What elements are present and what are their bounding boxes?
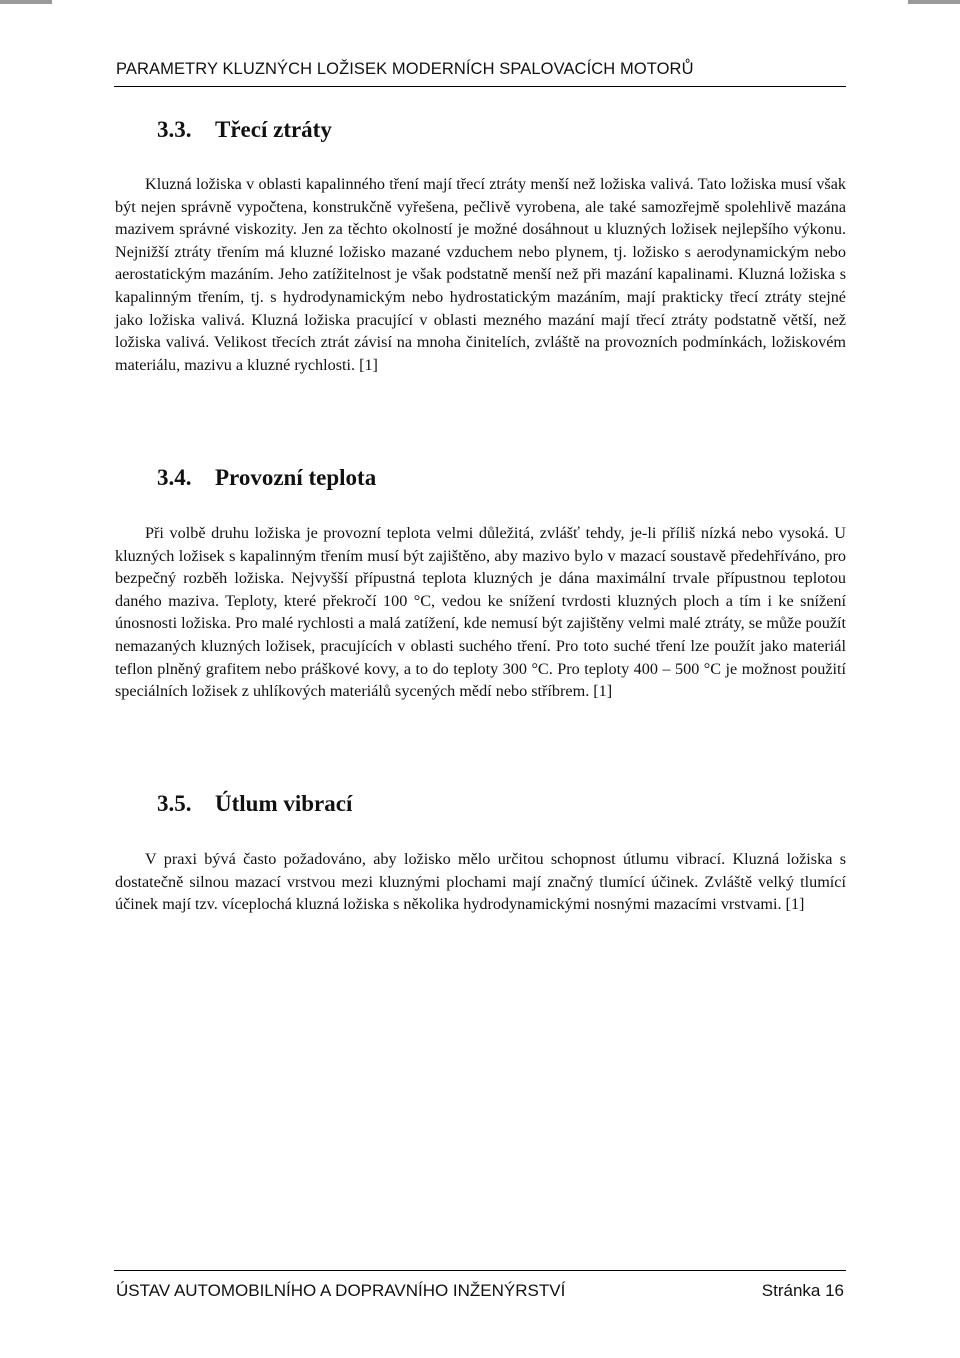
section-title: Útlum vibrací xyxy=(215,791,353,816)
section-paragraph-3-4 xyxy=(115,522,846,703)
paragraph-text: V praxi bývá často požadováno, aby ložisko mělo určitou schopnost útlumu vibrací. Kluzná ložiska s dostatečně silnou mazací vrstvou mezi kluznými plochami mají značný tlumící účinek. Zvláště velký tlumící účinek mají tzv. víceplochá kluzná ložiska s několika hydrodynamickými nosnými mazacími vrstvami. [1] xyxy=(115,850,846,914)
paragraph-text: Při volbě druhu ložiska je provozní teplota velmi důležitá, zvlášť tehdy, je-li příliš nízká nebo vysoká. U kluzných ložisek s kapalinným třením musí být zajištěno, aby mazivo bylo v mazací soustavě předehříváno, pro bezpečný rozběh ložiska. Nejvyšší přípustná teplota kluzných je dána maximální trvale přípustnou teplotou daného maziva. Teploty, které překročí 100 °C, vedou ke snížení tvrdosti kluzných ploch a tím i ke snížení únosnosti ložiska. Pro malé rychlosti a malá zatížení, kde nemusí být zajištěny velmi malé ztráty, se může použít nemazaných kluzných ložisek, pracujících v oblasti suchého tření. Pro toto suché tření lze použít jako materiál teflon plněný grafitem nebo práškové kovy, a to do teploty 300 °C. Pro teploty 400 – 500 °C je možnost použití speciálních ložisek z uhlíkových materiálů sycených mědí nebo stříbrem. [1] xyxy=(115,524,846,701)
section-number: 3.3. xyxy=(157,117,192,142)
frame-mark-right xyxy=(908,0,960,4)
footer-page-number: Stránka 16 xyxy=(761,1281,844,1300)
header-divider xyxy=(114,86,846,87)
page-top-frame xyxy=(0,0,960,4)
section-heading-3-4 xyxy=(157,465,376,491)
section-number: 3.5. xyxy=(157,791,192,816)
section-title: Provozní teplota xyxy=(215,465,377,490)
section-heading-3-5 xyxy=(157,791,352,817)
section-paragraph-3-5 xyxy=(115,848,846,916)
section-number: 3.4. xyxy=(157,465,192,490)
frame-mark-left xyxy=(0,0,52,4)
section-title: Třecí ztráty xyxy=(215,117,332,142)
paragraph-text: Kluzná ložiska v oblasti kapalinného tření mají třecí ztráty menší než ložiska valivá. Tato ložiska musí však být nejen správně vypočtena, konstrukčně vyřešena, pečlivě vyrobena, ale také samozřejmě spolehlivě mazána mazivem správné viskozity. Jen za těchto okolností je možné dosáhnout u kluzných ložisek nejlepšího výkonu. Nejnižší ztráty třením má kluzné ložisko mazané vzduchem nebo plynem, tj. ložisko s aerodynamickým nebo aerostatickým mazáním. Jeho zatížitelnost je však podstatně menší než při mazání kapalinami. Kluzná ložiska s kapalinným třením, tj. s hydrodynamickým nebo hydrostatickým mazáním, mají prakticky třecí ztráty stejné jako ložiska valivá. Kluzná ložiska pracující v oblasti mezného mazání mají třecí ztráty podstatně větší, než ložiska valivá. Velikost třecích ztrát závisí na mnoha činitelích, zvláště na provozních podmínkách, ložiskovém materiálu, mazivu a kluzné rychlosti. [1] xyxy=(115,175,846,374)
footer-institute: ÚSTAV AUTOMOBILNÍHO A DOPRAVNÍHO INŽENÝRSTVÍ xyxy=(116,1281,566,1300)
section-paragraph-3-3 xyxy=(115,173,846,376)
footer-divider xyxy=(114,1270,846,1271)
running-header: PARAMETRY KLUZNÝCH LOŽISEK MODERNÍCH SPALOVACÍCH MOTORŮ xyxy=(116,60,694,78)
section-heading-3-3 xyxy=(157,117,332,143)
